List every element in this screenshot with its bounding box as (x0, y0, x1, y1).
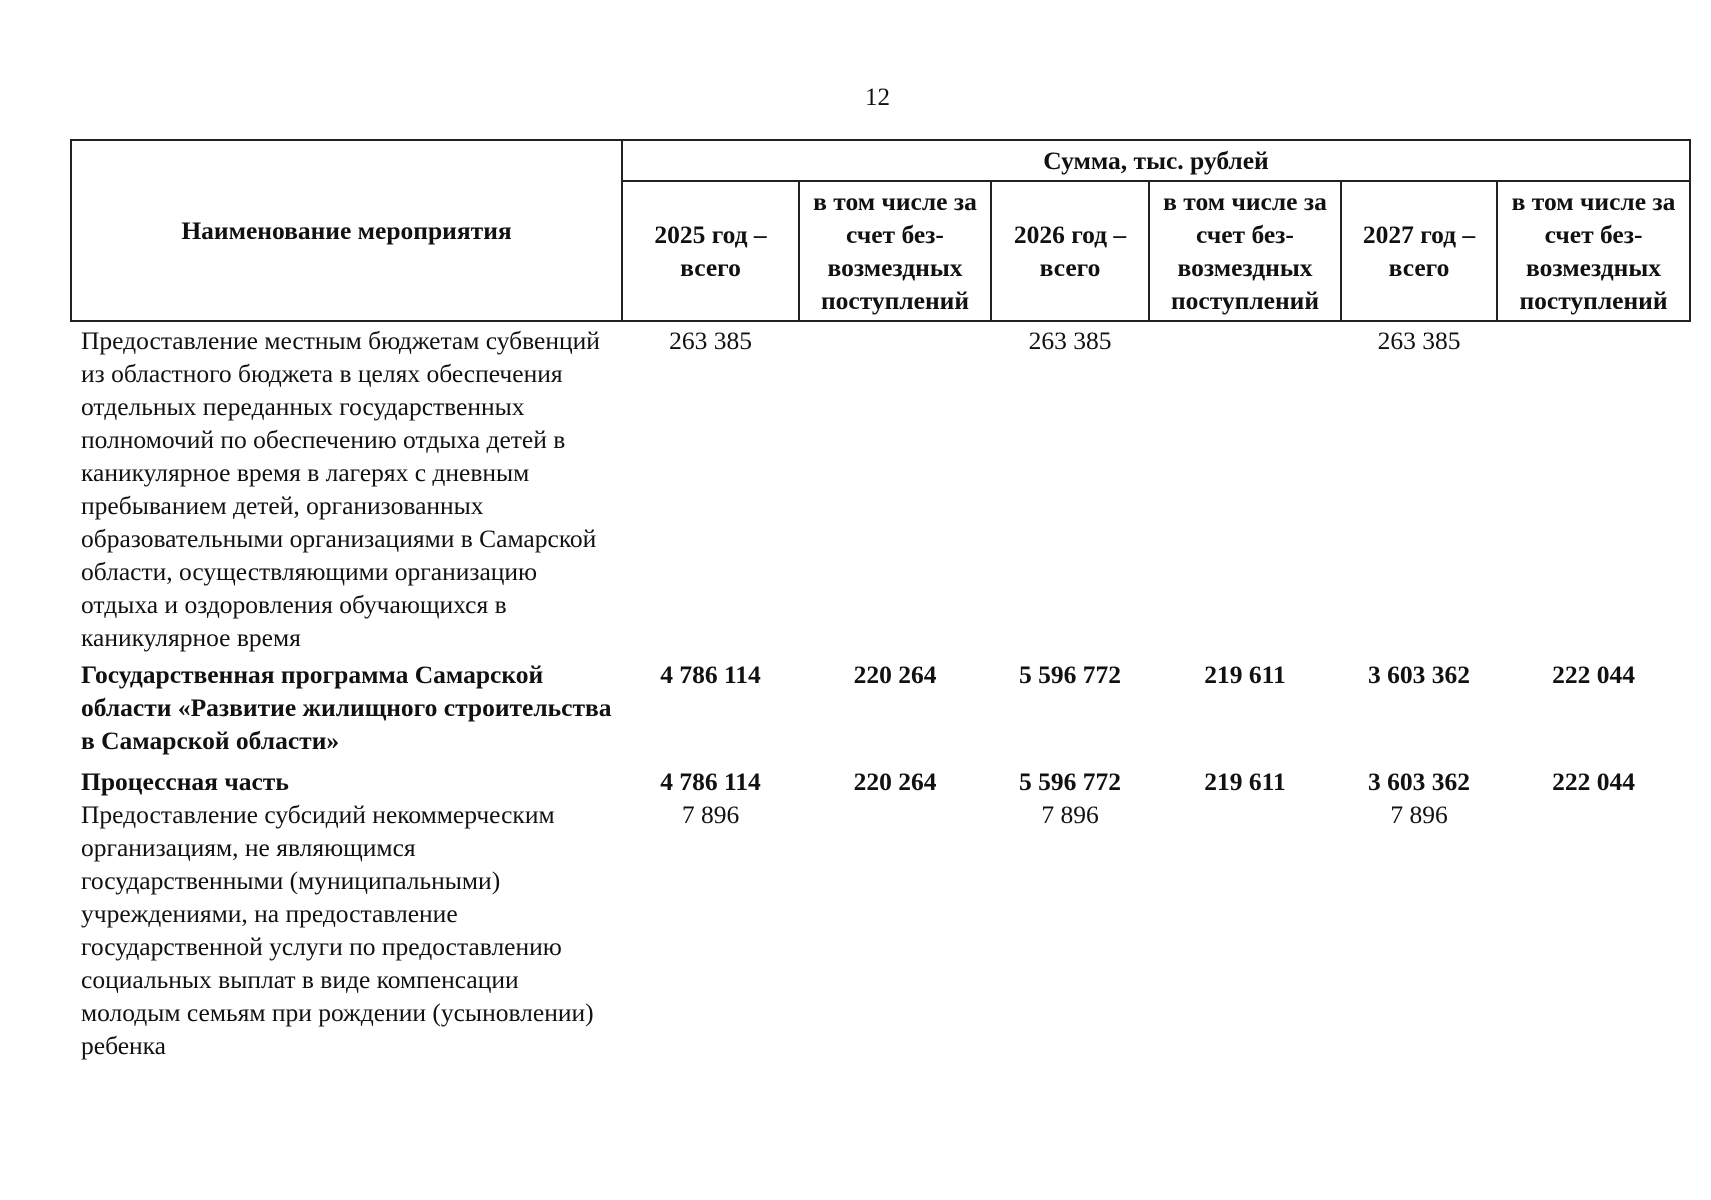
value-cell: 4 786 114 (660, 660, 761, 689)
row-value: 7 896 (1390, 800, 1448, 829)
row-name-cell: Предоставление местным бюджетам субвенций из областного бюджета в целях обеспечения отдельных переданных государственных полномочий по обеспечению отдыха детей в каникулярное время в лагерях с дневным пребыванием детей, организованных образовательными организациями в Самарской области, осуществляющими организацию отдыха и оздоровления обучающихся в каникулярное время (81, 326, 600, 652)
value-cell (799, 321, 991, 654)
row-value: 7 896 (1041, 800, 1099, 829)
value-cell: 263 385 (1028, 326, 1112, 355)
value-cell (622, 763, 799, 1062)
row-name-cell (71, 763, 622, 1062)
section-value: 5 596 772 (1019, 767, 1121, 796)
value-cell: 222 044 (1552, 660, 1635, 689)
column-header-2026-gratuitous: в том числе за счет без-возмездных поступлений (1149, 181, 1341, 321)
section-value: 4 786 114 (660, 767, 761, 796)
section-value: 3 603 362 (1368, 767, 1470, 796)
row-name: Предоставление субсидий некоммерческим организациям, не являющимся государственными (муниципальными) учреждениями, на предоставление государственной услуги по предоставлению социальных выплат в виде компенсации молодым семьям при рождении (усыновлении) ребенка (81, 800, 594, 1060)
table-row (71, 654, 1690, 763)
column-group-header-sum: Сумма, тыс. рублей (622, 140, 1690, 181)
column-header-2025-total: 2025 год – всего (622, 181, 799, 321)
row-value: 7 896 (681, 800, 740, 829)
table-row (71, 763, 1690, 1062)
page-number: 12 (865, 84, 890, 111)
value-cell: 219 611 (1204, 660, 1286, 689)
value-cell: 263 385 (1377, 326, 1461, 355)
column-header-name: Наименование мероприятия (71, 140, 622, 321)
value-cell (1497, 321, 1690, 654)
value-cell: 263 385 (669, 326, 752, 355)
table-header-row (71, 140, 1690, 181)
value-cell (1341, 763, 1497, 1062)
column-header-2025-gratuitous: в том числе за счет без-возмездных поступлений (799, 181, 991, 321)
value-cell (1149, 321, 1341, 654)
value-cell (991, 763, 1149, 1062)
table-row (71, 321, 1690, 654)
section-value: 222 044 (1552, 767, 1635, 796)
value-cell: 5 596 772 (1019, 660, 1121, 689)
section-name: Процессная часть (81, 767, 289, 796)
column-header-2027-total: 2027 год – всего (1341, 181, 1497, 321)
value-cell (1149, 763, 1341, 1062)
column-header-2026-total: 2026 год – всего (991, 181, 1149, 321)
column-header-2027-gratuitous: в том числе за счет без-возмездных поступлений (1497, 181, 1690, 321)
value-cell (799, 763, 991, 1062)
value-cell (1497, 763, 1690, 1062)
budget-table (70, 139, 1691, 1062)
row-name-cell: Государственная программа Самарской области «Развитие жилищного строительства в Самарской области» (81, 660, 612, 755)
section-value: 220 264 (853, 767, 937, 796)
value-cell: 3 603 362 (1368, 660, 1470, 689)
section-value: 219 611 (1204, 767, 1286, 796)
value-cell: 220 264 (853, 660, 937, 689)
